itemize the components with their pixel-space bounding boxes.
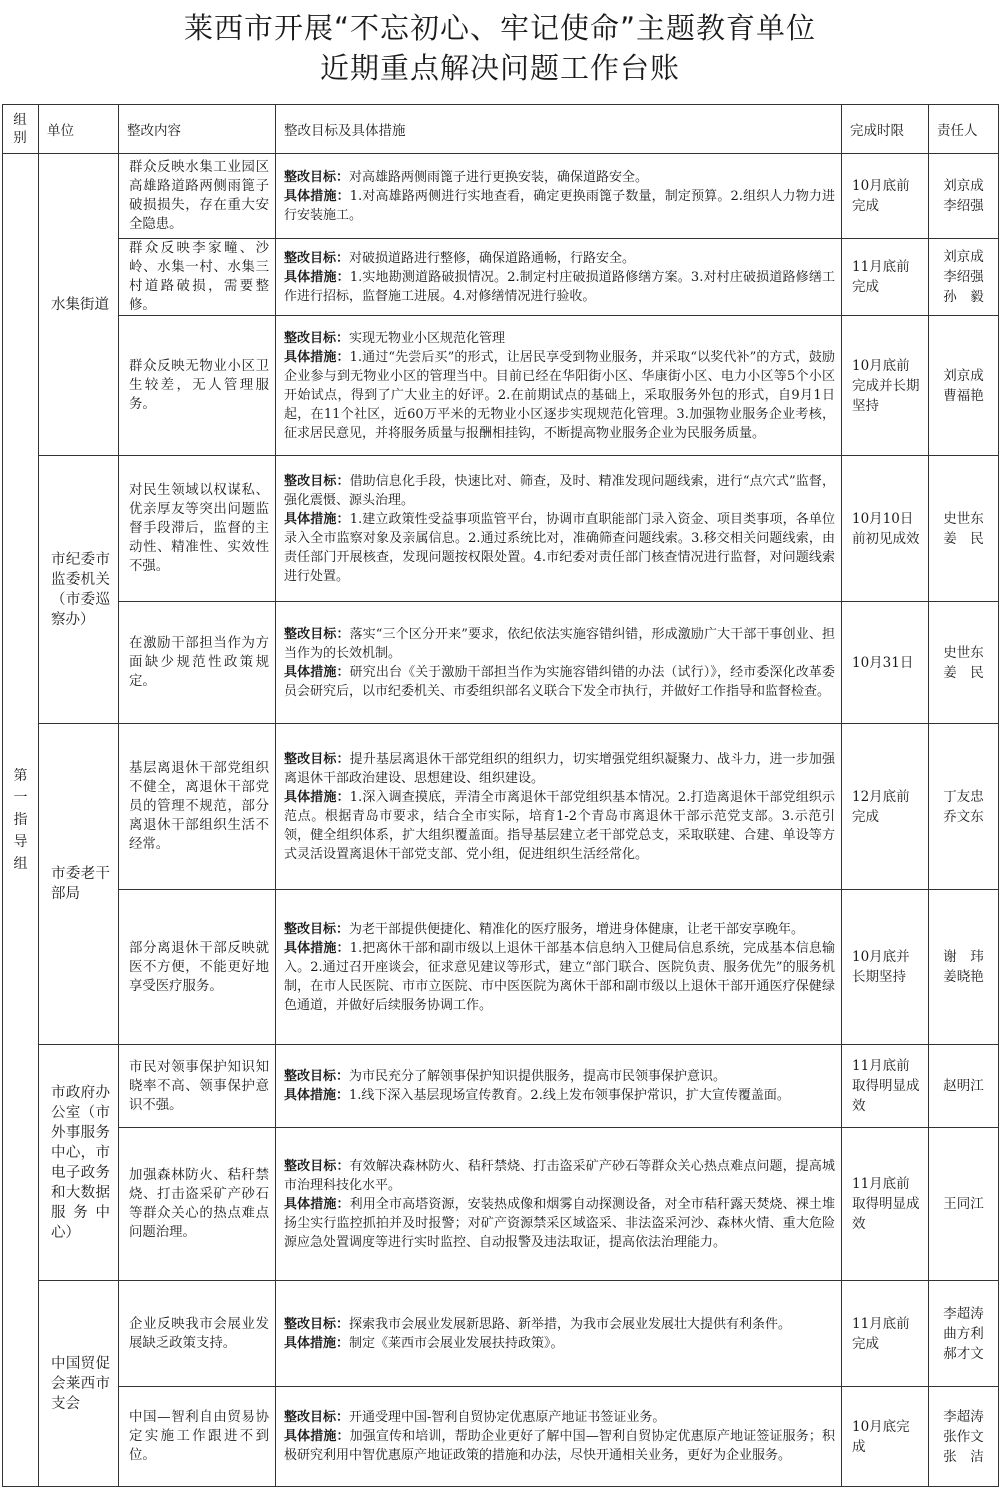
- table-row: [3, 1281, 999, 1387]
- measure-cell: [276, 316, 842, 456]
- content-cell: 对民生领域以权谋私、优亲厚友等突出问题监督手段滞后，监督的主动性、精准性、实效性不强。: [119, 456, 276, 602]
- header-person: 责任人: [929, 105, 999, 154]
- measure-text: 加强宣传和培训，帮助企业更好了解中国—智利自贸协定优惠原产地证签证服务；积极研究利用中智优惠原产地证政策的措施和办法，尽快开通相关业务，更好为企业服务。: [284, 1429, 835, 1463]
- person-name: 张作文: [943, 1428, 984, 1445]
- measure-label: 具体措施：: [284, 1429, 350, 1444]
- measure-text: 1.深入调查摸底，弄清全市离退休干部党组织基本情况。2.打造离退休干部党组织示范点。根据青岛市要求，结合全市实际，培育1-2个青岛市离退休干部示范党支部。3.示范引领，健全组织体系，扩大组织覆盖面。指导基层建立老干部党总支，采取联建、合建、单设等方式灵活设置离退休干部党支部、党小组，促进组织生活经常化。: [284, 789, 835, 862]
- goal-label: 整改目标：: [284, 751, 350, 767]
- goal-text: 实现无物业小区规范化管理: [349, 330, 506, 346]
- person-cell: [929, 1281, 999, 1387]
- person-name: 孙 毅: [943, 289, 984, 305]
- deadline-cell: 10月31日: [842, 602, 929, 724]
- person-cell: [929, 239, 999, 316]
- goal-label: 整改目标：: [284, 921, 350, 937]
- measure-text: 1.对高雄路两侧进行实地查看，确定更换雨篦子数量，制定预算。2.组织人力物力进行安装施工。: [284, 188, 835, 223]
- measure-label: 具体措施：: [284, 1088, 350, 1103]
- deadline-cell: 11月底前完成: [842, 239, 929, 316]
- measure-text: 1.通过“先尝后买”的形式，让居民享受到物业服务，并采取“以奖代补”的方式，鼓励企业参与到无物业小区的管理当中。目前已经在华阳街小区、华康街小区、电力小区等5个小区开始试点，得到了广大业主的好评。2.在前期试点的基础上，采取服务外包的形式，自9月1日起，在11个社区，近60万平米的无物业小区逐步实现规范化管理。3.加强物业服务企业考核，征求居民意见，并将服务质量与报酬相挂钩，不断提高物业服务企业为民服务质量。: [284, 349, 835, 441]
- table-row: [3, 1128, 999, 1281]
- person-name: 曲方利: [943, 1325, 984, 1342]
- deadline-cell: 11月底前完成: [842, 1281, 929, 1387]
- measure-text: 1.实地勘测道路破损情况。2.制定村庄破损道路修缮方案。3.对村庄破损道路修缮工作进行招标，监督施工进展。4.对修缮情况进行验收。: [284, 269, 835, 304]
- deadline-cell: 11月底前取得明显成效: [842, 1128, 929, 1281]
- person-cell: [929, 890, 999, 1045]
- goal-label: 整改目标：: [284, 169, 350, 185]
- group-cell: 第一指导组: [3, 154, 39, 1487]
- person-name: 张 洁: [943, 1448, 984, 1465]
- measure-cell: [276, 1128, 842, 1281]
- person-cell: [929, 724, 999, 890]
- goal-text: 对高雄路两侧雨篦子进行更换安装，确保道路安全。: [349, 169, 649, 185]
- measure-label: 具体措施：: [284, 789, 350, 805]
- header-row: [3, 105, 999, 154]
- table-row: [3, 1387, 999, 1487]
- ledger-body: [3, 154, 999, 1487]
- measure-label: 具体措施：: [284, 188, 350, 204]
- header-measures: 整改目标及具体措施: [276, 105, 842, 154]
- table-row: [3, 1045, 999, 1128]
- goal-label: 整改目标：: [284, 1158, 350, 1174]
- unit-cell: 中国贸促会莱西市支会: [39, 1281, 119, 1487]
- goal-text: 提升基层离退休干部党组织的组织力，切实增强党组织凝聚力、战斗力，进一步加强离退休干部政治建设、思想建设、组织建设。: [284, 751, 835, 786]
- person-name: 乔文东: [943, 808, 984, 825]
- goal-label: 整改目标：: [284, 626, 350, 642]
- content-cell: 在激励干部担当作为方面缺少规范性政策规定。: [119, 602, 276, 724]
- measure-label: 具体措施：: [284, 269, 350, 285]
- goal-text: 对破损道路进行整修，确保道路通畅，行路安全。: [349, 250, 636, 266]
- person-name: 李绍强: [943, 198, 984, 214]
- unit-cell: 市委老干部局: [39, 724, 119, 1045]
- person-cell: [929, 154, 999, 239]
- unit-cell: 市纪委市监委机关（市委巡察办）: [39, 456, 119, 724]
- content-cell: 群众反映李家疃、沙岭、水集一村、水集三村道路破损，需要整修。: [119, 239, 276, 316]
- unit-cell: 水集街道: [39, 154, 119, 456]
- deadline-cell: 10月底前完成并长期坚持: [842, 316, 929, 456]
- person-name: 丁友忠: [943, 788, 984, 805]
- goal-label: 整改目标：: [284, 473, 350, 489]
- goal-label: 整改目标：: [284, 1410, 350, 1425]
- goal-text: 有效解决森林防火、秸秆禁烧、打击盗采矿产砂石等群众关心热点难点问题，提高城市治理科技化水平。: [284, 1158, 835, 1193]
- person-name: 史世东: [943, 644, 984, 661]
- person-name: 李绍强: [943, 269, 984, 285]
- measure-label: 具体措施：: [284, 940, 350, 956]
- measure-text: 1.把离休干部和副市级以上退休干部基本信息纳入卫健局信息系统，完成基本信息输入。2.通过召开座谈会，征求意见建议等形式，建立“部门联合、医院负责、服务优先”的服务机制，在市人民医院、市市立医院、市中医医院为离休干部和副市级以上退休干部开通医疗保健绿色通道，并做好后续服务协调工作。: [284, 940, 835, 1013]
- content-cell: 市民对领事保护知识知晓率不高、领事保护意识不强。: [119, 1045, 276, 1128]
- measure-cell: [276, 154, 842, 239]
- content-cell: 中国—智利自由贸易协定实施工作跟进不到位。: [119, 1387, 276, 1487]
- table-row: [3, 239, 999, 316]
- person-name: 姜 民: [943, 530, 984, 547]
- deadline-cell: 11月底前取得明显成效: [842, 1045, 929, 1128]
- person-name: 刘京成: [943, 367, 984, 384]
- title-line-2: 近期重点解决问题工作台账: [319, 51, 680, 85]
- person-name: 姜 民: [943, 664, 984, 681]
- person-name: 赵明江: [943, 1078, 984, 1094]
- deadline-cell: 10月底并长期坚持: [842, 890, 929, 1045]
- goal-label: 整改目标：: [284, 1069, 350, 1084]
- header-group: 组别: [3, 105, 39, 154]
- goal-text: 落实“三个区分开来”要求，依纪依法实施容错纠错，形成激励广大干部干事创业、担当作为的长效机制。: [284, 626, 835, 661]
- ledger-table: [2, 104, 999, 1487]
- goal-label: 整改目标：: [284, 330, 350, 346]
- goal-text: 借助信息化手段，快速比对、筛查，及时、精准发现问题线索，进行“点穴式”监督，强化震慑、源头治理。: [284, 473, 835, 508]
- person-cell: [929, 456, 999, 602]
- measure-text: 制定《莱西市会展业发展扶持政策》。: [349, 1335, 564, 1351]
- table-row: [3, 154, 999, 239]
- measure-cell: [276, 602, 842, 724]
- deadline-cell: 12月底前完成: [842, 724, 929, 890]
- measure-text: 1.线下深入基层现场宣传教育。2.线上发布领事保护常识，扩大宣传覆盖面。: [349, 1088, 790, 1103]
- table-row: [3, 890, 999, 1045]
- measure-label: 具体措施：: [284, 511, 350, 527]
- measure-cell: [276, 724, 842, 890]
- measure-text: 研究出台《关于激励干部担当作为实施容错纠错的办法（试行）》，经市委深化改革委员会研究后，以市纪委机关、市委组织部名义联合下发全市执行，并做好工作指导和监督检查。: [284, 664, 835, 699]
- person-name: 姜晓艳: [943, 969, 984, 985]
- deadline-cell: 10月底前完成: [842, 154, 929, 239]
- measure-text: 利用全市高塔资源，安装热成像和烟雾自动探测设备，对全市秸秆露天焚烧、裸土堆扬尘实行监控抓拍并及时报警；对矿产资源禁采区域盗采、非法盗采河沙、森林火情、重大危险源应急处置调度等进行实时监控、自动报警及违法取证，提高依法治理能力。: [284, 1196, 835, 1250]
- table-row: [3, 724, 999, 890]
- person-name: 王同江: [943, 1196, 984, 1212]
- goal-text: 探索我市会展业发展新思路、新举措，为我市会展业发展壮大提供有利条件。: [349, 1316, 792, 1332]
- measure-cell: [276, 239, 842, 316]
- person-name: 刘京成: [943, 249, 984, 265]
- measure-cell: [276, 1281, 842, 1387]
- content-cell: 加强森林防火、秸秆禁烧、打击盗采矿产砂石等群众关心的热点难点问题治理。: [119, 1128, 276, 1281]
- header-deadline: 完成时限: [842, 105, 929, 154]
- measure-cell: [276, 890, 842, 1045]
- table-row: [3, 456, 999, 602]
- person-cell: [929, 1128, 999, 1281]
- content-cell: 群众反映无物业小区卫生较差，无人管理服务。: [119, 316, 276, 456]
- content-cell: 部分离退休干部反映就医不方便，不能更好地享受医疗服务。: [119, 890, 276, 1045]
- person-name: 曹福艳: [943, 387, 984, 404]
- measure-label: 具体措施：: [284, 664, 350, 680]
- person-name: 史世东: [943, 510, 984, 527]
- person-name: 谢 玮: [943, 949, 984, 965]
- measure-text: 1.建立政策性受益事项监管平台，协调市直职能部门录入资金、项目类事项，各单位录入全市监察对象及亲属信息。2.通过系统比对，准确筛查问题线索。3.移交相关问题线索，由责任部门开展核查，发现问题按权限处置。4.市纪委对责任部门核查情况进行监督，对问题线索进行处置。: [284, 511, 835, 584]
- person-cell: [929, 602, 999, 724]
- person-name: 李超涛: [943, 1408, 984, 1425]
- header-content: 整改内容: [119, 105, 276, 154]
- person-name: 郝才文: [943, 1345, 984, 1362]
- person-cell: [929, 1387, 999, 1487]
- content-cell: 基层离退休干部党组织不健全，离退休干部党员的管理不规范，部分离退休干部组织生活不经常。: [119, 724, 276, 890]
- measure-cell: [276, 1045, 842, 1128]
- goal-label: 整改目标：: [284, 250, 350, 266]
- content-cell: 群众反映水集工业园区高雄路道路两侧雨篦子破损损失，存在重大安全隐患。: [119, 154, 276, 239]
- content-cell: 企业反映我市会展业发展缺乏政策支持。: [119, 1281, 276, 1387]
- measure-label: 具体措施：: [284, 1196, 350, 1212]
- measure-cell: [276, 1387, 842, 1487]
- measure-label: 具体措施：: [284, 349, 350, 365]
- deadline-cell: 10月底完成: [842, 1387, 929, 1487]
- goal-label: 整改目标：: [284, 1316, 350, 1332]
- table-row: [3, 602, 999, 724]
- person-name: 刘京成: [943, 178, 984, 194]
- header-unit: 单位: [39, 105, 119, 154]
- unit-cell: 市政府办公室（市外事服务中心，市电子政务和大数据服务中心）: [39, 1045, 119, 1281]
- goal-text: 为老干部提供便捷化、精准化的医疗服务，增进身体健康，让老干部安享晚年。: [349, 921, 805, 937]
- title-line-1: 莱西市开展“不忘初心、牢记使命”主题教育单位: [183, 11, 817, 45]
- measure-cell: [276, 456, 842, 602]
- deadline-cell: 10月10日前初见成效: [842, 456, 929, 602]
- table-row: [3, 316, 999, 456]
- person-name: 李超涛: [943, 1305, 984, 1322]
- goal-text: 为市民充分了解领事保护知识提供服务，提高市民领事保护意识。: [349, 1069, 727, 1084]
- page-title: [0, 8, 1000, 88]
- person-cell: [929, 1045, 999, 1128]
- goal-text: 开通受理中国-智利自贸协定优惠原产地证书签证业务。: [349, 1410, 666, 1425]
- person-cell: [929, 316, 999, 456]
- measure-label: 具体措施：: [284, 1335, 350, 1351]
